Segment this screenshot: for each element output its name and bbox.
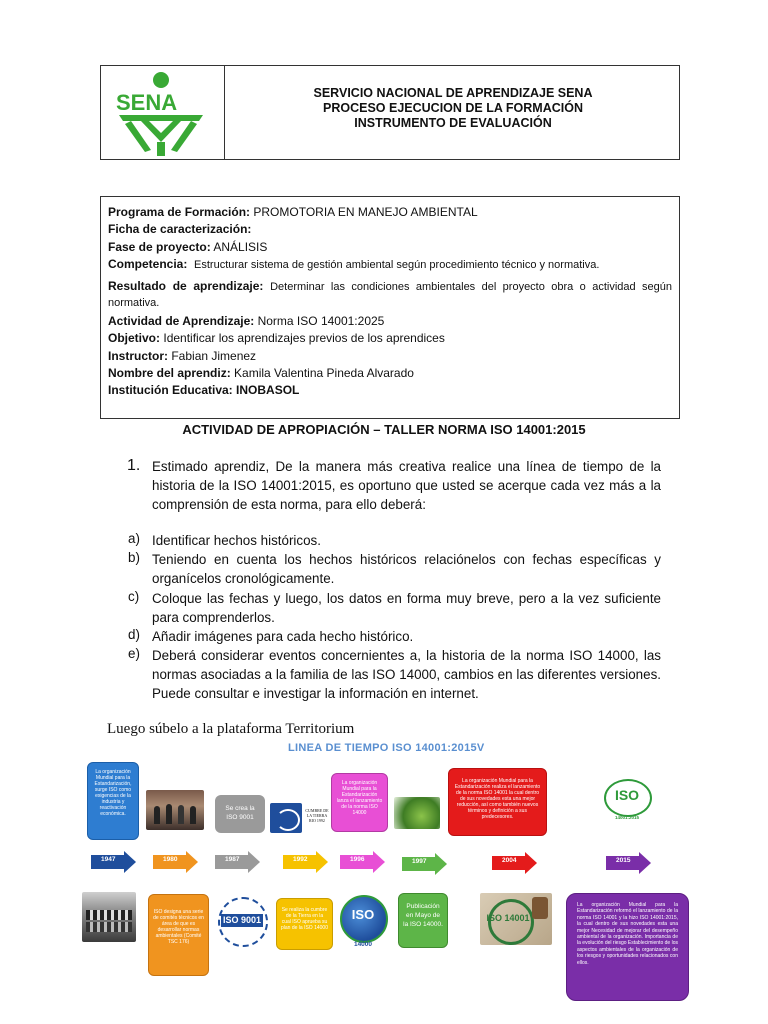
info-programa	[108, 204, 672, 221]
info-objetivo	[108, 330, 672, 347]
arrow-2015	[606, 852, 651, 874]
card-green-1997: Publicación en Mayo de la ISO 14000.	[398, 893, 448, 948]
year-1947: 1947	[101, 856, 116, 863]
iso-14001-stamp-photo	[480, 893, 552, 945]
year-2015: 2015	[616, 857, 631, 864]
fase-label: Fase de proyecto:	[108, 239, 211, 254]
arrow-1987	[215, 851, 260, 873]
info-instructor	[108, 348, 672, 365]
info-institucion	[108, 382, 672, 399]
sub-e-letter: e)	[128, 646, 140, 661]
info-competencia	[108, 256, 672, 274]
objetivo-label: Objetivo:	[108, 331, 161, 346]
card-1987: Se crea la ISO 9001	[215, 795, 265, 833]
upload-instruction: Luego súbelo a la plataforma Territorium	[107, 721, 355, 737]
actividad-label: Actividad de Aprendizaje:	[108, 314, 255, 329]
iso-9001-label: ISO 9001	[222, 915, 262, 925]
header-title	[225, 86, 681, 131]
sub-b-text: Teniendo en cuenta los hechos históricos relaciónelos con fechas específicas y organícelos cronológicamente.	[152, 552, 661, 586]
arrow-2004	[492, 852, 537, 874]
institucion-value: INOBASOL	[236, 383, 300, 398]
timeline-title: LINEA DE TIEMPO ISO 14001:2015V	[288, 742, 485, 754]
header-line-3: INSTRUMENTO DE EVALUACIÓN	[354, 116, 552, 130]
info-box	[100, 196, 680, 419]
card-orange-1980: ISO designa una serie de comités técnicos en área de que es desarrollar normas ambientales (Comité TSC 176)	[148, 894, 209, 976]
info-aprendiz	[108, 365, 672, 382]
earth-summit-label: CUMBRE DE LA TIERRA RIO 1992	[305, 808, 329, 823]
card-purple-2015: La organización Mundial para la Estandarización reformó el lanzamiento de la norma ISO 14001 y la hizo ISO 14001:2015, la cual dentro de sus novedades esta una mejor Necesidad de mejorar del desempeño ambiental de la organización. Importancia de la evolución del riesgo Establecimiento de los aspectos ambientales de la organización de los riesgos y oportunidades relacionados con ellos.	[566, 893, 689, 1001]
competencia-value: Estructurar sistema de gestión ambiental según procedimiento técnico y normativa.	[194, 258, 600, 271]
item-1-text: Estimado aprendiz, De la manera más creativa realice una línea de tiempo de la historia de la ISO 14001:2015, es oportuno que usted se acerque cada vez más a la comprensión de esta norma, para ello deberá:	[152, 459, 661, 512]
fase-value: ANÁLISIS	[213, 239, 268, 254]
item-1-number: 1.	[127, 457, 141, 474]
resultado-value: Determinar las condiciones ambientales del proyecto obra o actividad según normativa.	[108, 281, 672, 310]
logo-text: SENA	[116, 90, 178, 115]
sub-d-text: Añadir imágenes para cada hecho histórico.	[152, 629, 414, 644]
iso-globe-sub: 14000	[353, 941, 373, 948]
arrow-1980	[153, 851, 198, 873]
header-line-1: SERVICIO NACIONAL DE APRENDIZAJE SENA	[313, 86, 593, 100]
arrow-1997	[402, 853, 447, 875]
arrow-1996	[340, 851, 385, 873]
header-line-2: PROCESO EJECUCION DE LA FORMACIÓN	[323, 101, 583, 115]
card-2004: La organización Mundial para la Estandarización realiza el lanzamiento de la norma ISO 14001 la cual dentro de sus novedades esta una mejor reducción, así como también nuevos términos y definición a sus predecesores.	[448, 768, 547, 836]
sub-a-text: Identificar hechos históricos.	[152, 533, 321, 548]
year-1992: 1992	[293, 856, 308, 863]
iso-top-label: ISO	[614, 787, 640, 803]
photo-1947	[82, 892, 136, 942]
iso-9001-badge	[216, 895, 268, 947]
year-1996: 1996	[350, 856, 365, 863]
year-1980: 1980	[163, 856, 178, 863]
actividad-value: Norma ISO 14001:2025	[257, 314, 385, 329]
sena-logo	[111, 70, 211, 156]
sub-a-letter: a)	[128, 531, 140, 546]
card-yellow-1992: Se realiza la cumbre de la Tierra en la cual ISO aprueba su plan de la ISO 14000	[276, 898, 333, 950]
iso-14001-stamp-label: ISO 14001	[486, 913, 530, 923]
sub-c-text: Coloque las fechas y luego, los datos en forma muy breve, pero a la vez suficiente para comprenderlos.	[152, 591, 661, 625]
photo-1980	[146, 790, 204, 830]
aprendiz-label: Nombre del aprendiz:	[108, 366, 231, 381]
plant-hands-photo	[394, 797, 440, 829]
info-actividad	[108, 313, 672, 330]
arrow-1947	[91, 851, 136, 873]
sub-c-letter: c)	[128, 589, 140, 604]
iso-top-sub: 14001:2015	[614, 815, 640, 820]
iso-14001-2015-logo	[598, 777, 656, 823]
info-resultado	[108, 279, 672, 311]
sub-d-letter: d)	[128, 627, 140, 642]
programa-value: PROMOTORIA EN MANEJO AMBIENTAL	[253, 205, 478, 219]
header-box	[100, 65, 680, 160]
activity-title: ACTIVIDAD DE APROPIACIÓN – TALLER NORMA ISO 14001:2015	[182, 422, 586, 437]
year-1987: 1987	[225, 856, 240, 863]
iso-globe-label: ISO	[351, 907, 375, 922]
sub-e-text: Deberá considerar eventos concernientes a, la historia de la norma ISO 14000, las normas asociadas a la familia de las ISO 14000, cambios en las diferentes versiones. Puede consultar e investigar la información en internet.	[152, 648, 661, 701]
ficha-label: Ficha de caracterización:	[108, 222, 252, 237]
arrow-1992	[283, 851, 328, 873]
sub-b-letter: b)	[128, 550, 140, 565]
year-2004: 2004	[502, 857, 517, 864]
card-1996: La organización Mundial para la Estandarización lanza el lanzamiento de la norma ISO 14000	[331, 773, 388, 832]
iso-14000-globe	[338, 895, 388, 951]
objetivo-value: Identificar los aprendizajes previos de los aprendices	[163, 331, 445, 346]
instructor-label: Instructor:	[108, 348, 168, 363]
resultado-label: Resultado de aprendizaje:	[108, 279, 264, 294]
year-1997: 1997	[412, 858, 427, 865]
info-fase	[108, 239, 672, 256]
info-ficha	[108, 221, 672, 238]
institucion-label: Institución Educativa:	[108, 383, 233, 398]
card-1947: La organización Mundial para la Estandarización, surge ISO como exigencias de la industria y reactivación económica.	[87, 762, 139, 840]
programa-label: Programa de Formación:	[108, 205, 251, 219]
aprendiz-value: Kamila Valentina Pineda Alvarado	[234, 366, 414, 381]
instructor-value: Fabian Jimenez	[171, 348, 257, 363]
earth-summit-icon	[270, 803, 302, 833]
competencia-label: Competencia:	[108, 256, 188, 271]
